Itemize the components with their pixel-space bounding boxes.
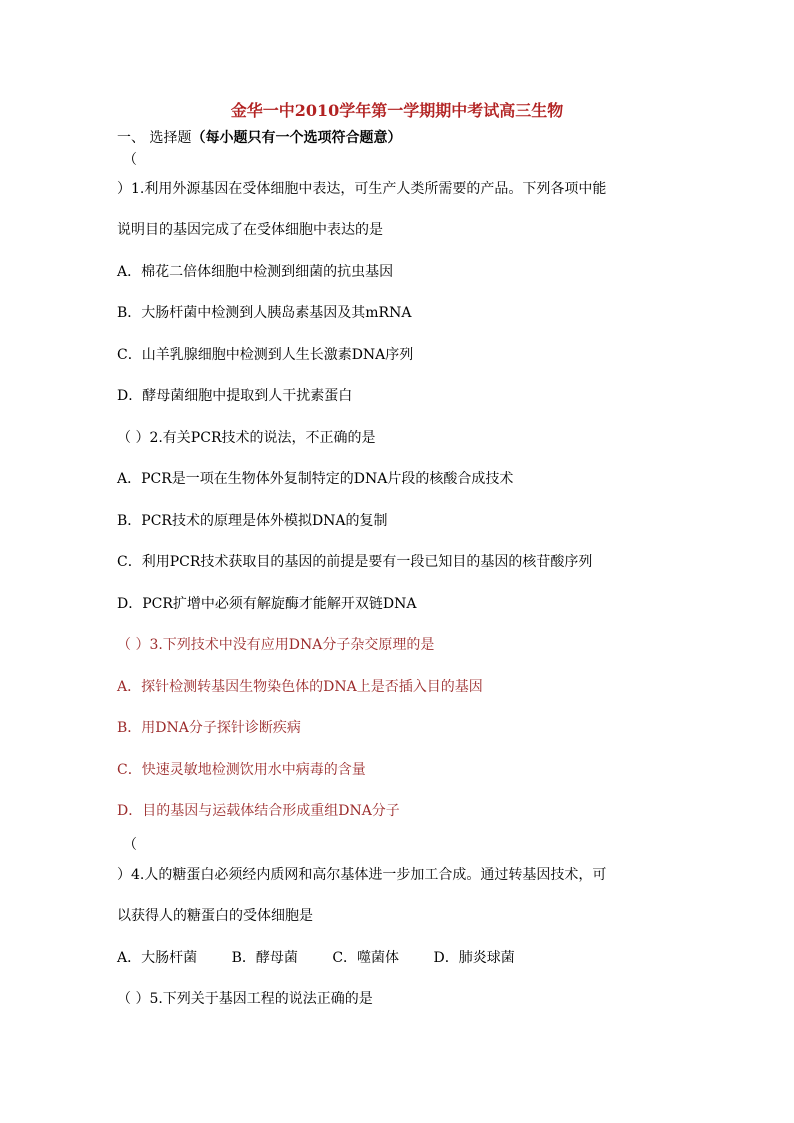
- q1-option-a: A．棉花二倍体细胞中检测到细菌的抗虫基因: [117, 264, 394, 280]
- q1-stem-line1: ）1.利用外源基因在受体细胞中表达，可生产人类所需要的产品。下列各项中能: [117, 181, 607, 197]
- page-title: 金华一中2010学年第一学期期中考试高三生物: [230, 101, 564, 120]
- q3-option-c: C．快速灵敏地检测饮用水中病毒的含量: [117, 762, 366, 778]
- q4-stem-line2: 以获得人的糖蛋白的受体细胞是: [117, 908, 313, 924]
- q4-option-d: D．肺炎球菌: [433, 950, 515, 966]
- q1-option-b: B．大肠杆菌中检测到人胰岛素基因及其mRNA: [117, 305, 412, 321]
- q3-stem: （ ）3.下列技术中没有应用DNA分子杂交原理的是: [117, 637, 435, 653]
- section-note: （每小题只有一个选项符合题意）: [191, 130, 402, 146]
- q4-option-b: B．酵母菌: [231, 950, 298, 966]
- section-heading: [117, 129, 401, 147]
- q1-stem-line2: 说明目的基因完成了在受体细胞中表达的是: [117, 222, 383, 238]
- q2-option-b: B．PCR技术的原理是体外模拟DNA的复制: [117, 513, 388, 529]
- q5-stem: （ ）5.下列关于基因工程的说法正确的是: [117, 991, 373, 1007]
- q3-option-b: B．用DNA分子探针诊断疾病: [117, 720, 301, 736]
- section-prefix: 一、 选择题: [117, 130, 192, 146]
- q2-option-d: D．PCR扩增中必须有解旋酶才能解开双链DNA: [117, 596, 417, 612]
- q2-option-c: C．利用PCR技术获取目的基因的前提是要有一段已知目的基因的核苷酸序列: [117, 554, 593, 570]
- q4-paren: （: [123, 837, 137, 853]
- q1-paren: （: [123, 152, 137, 168]
- q4-options-row: [117, 949, 545, 967]
- q1-option-c: C．山羊乳腺细胞中检测到人生长激素DNA序列: [117, 347, 414, 363]
- q4-stem-line1: ）4.人的糖蛋白必须经内质网和高尔基体进一步加工合成。通过转基因技术，可: [117, 867, 607, 883]
- q2-stem: （ ）2.有关PCR技术的说法，不正确的是: [117, 430, 376, 446]
- q3-option-d: D．目的基因与运载体结合形成重组DNA分子: [117, 803, 400, 819]
- q4-option-c: C．噬菌体: [332, 950, 400, 966]
- q2-option-a: A．PCR是一项在生物体外复制特定的DNA片段的核酸合成技术: [117, 471, 514, 487]
- q4-option-a: A．大肠杆菌: [117, 950, 198, 966]
- q3-option-a: A．探针检测转基因生物染色体的DNA上是否插入目的基因: [117, 679, 483, 695]
- q1-option-d: D．酵母菌细胞中提取到人干扰素蛋白: [117, 388, 353, 404]
